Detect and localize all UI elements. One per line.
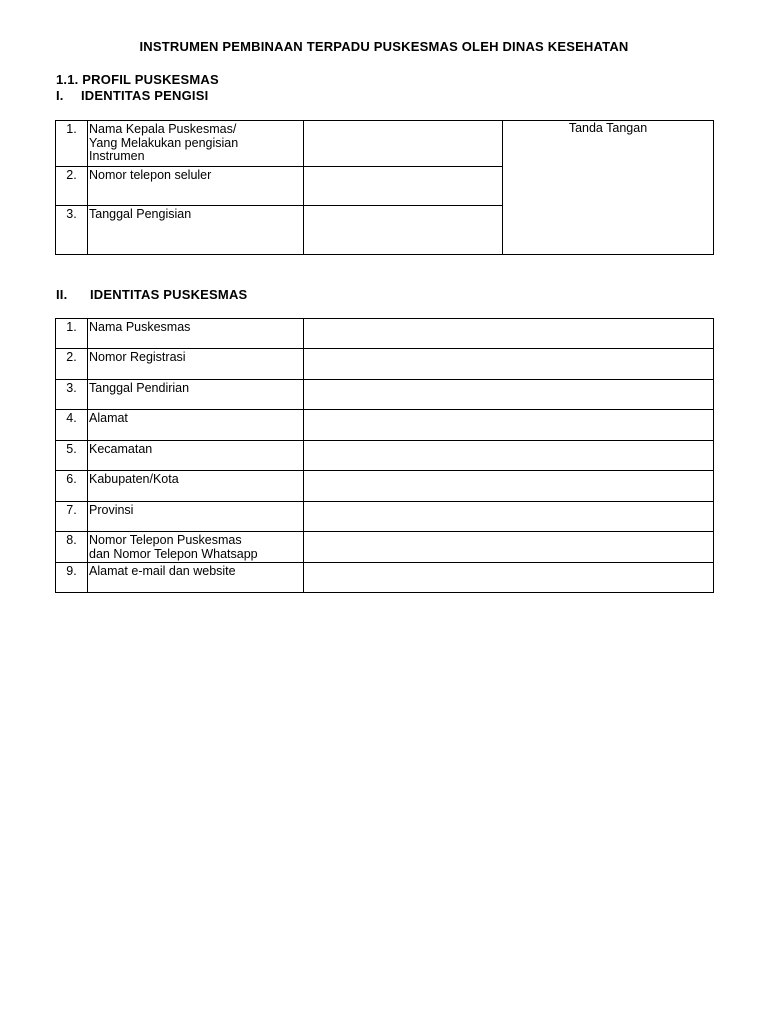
nama-kepala-value-field[interactable]	[304, 121, 503, 167]
tanggal-pendirian-value-field[interactable]	[304, 380, 714, 410]
tanggal-pengisian-value-field[interactable]	[304, 206, 503, 255]
row-label	[88, 532, 304, 563]
nomor-telepon-puskesmas-value-field[interactable]	[304, 532, 714, 563]
label-line: Tanggal Pengisian	[89, 207, 192, 221]
identitas-pengisi-table	[55, 120, 714, 255]
row-number: 7.	[56, 502, 88, 532]
table-row	[56, 441, 714, 471]
table-row	[56, 563, 714, 593]
section-title: IDENTITAS PENGISI	[81, 88, 209, 103]
row-label	[88, 167, 304, 206]
email-website-value-field[interactable]	[304, 563, 714, 593]
row-number: 2.	[56, 349, 88, 380]
row-label	[88, 563, 304, 593]
label-line: Nomor Telepon Puskesmas	[89, 533, 242, 547]
label-line: Provinsi	[89, 503, 134, 517]
section-number: II.	[56, 287, 68, 302]
kecamatan-value-field[interactable]	[304, 441, 714, 471]
row-number: 1.	[56, 319, 88, 349]
row-label	[88, 502, 304, 532]
row-label	[88, 206, 304, 255]
tanda-tangan-field[interactable]	[503, 121, 714, 255]
table-row	[56, 121, 714, 167]
table-row	[56, 532, 714, 563]
kabupaten-kota-value-field[interactable]	[304, 471, 714, 502]
label-line: dan Nomor Telepon Whatsapp	[89, 546, 258, 561]
identitas-puskesmas-table	[55, 318, 714, 593]
label-line: Nama Kepala Puskesmas/	[89, 122, 237, 136]
row-label	[88, 441, 304, 471]
label-line: Nomor Registrasi	[89, 350, 186, 364]
nomor-registrasi-value-field[interactable]	[304, 349, 714, 380]
table-row	[56, 410, 714, 441]
table-row	[56, 471, 714, 502]
document-title: INSTRUMEN PEMBINAAN TERPADU PUSKESMAS OLEH DINAS KESEHATAN	[139, 39, 629, 54]
section-number: I.	[56, 88, 64, 103]
row-number: 3.	[56, 380, 88, 410]
section-heading-identitas-pengisi	[56, 88, 208, 103]
row-number: 1.	[56, 121, 88, 167]
nomor-telepon-value-field[interactable]	[304, 167, 503, 206]
alamat-value-field[interactable]	[304, 410, 714, 441]
row-label	[88, 319, 304, 349]
table-row	[56, 349, 714, 380]
provinsi-value-field[interactable]	[304, 502, 714, 532]
label-line: Nomor telepon seluler	[89, 168, 212, 182]
row-label	[88, 380, 304, 410]
table-row	[56, 502, 714, 532]
row-number: 6.	[56, 471, 88, 502]
row-label	[88, 410, 304, 441]
tanda-tangan-label: Tanda Tangan	[568, 121, 648, 135]
table-row	[56, 319, 714, 349]
row-label	[88, 349, 304, 380]
label-line: Alamat e-mail dan website	[89, 564, 236, 578]
label-line: Kecamatan	[89, 442, 153, 456]
section-title: IDENTITAS PUSKESMAS	[90, 287, 248, 302]
row-number: 9.	[56, 563, 88, 593]
label-line: Alamat	[89, 411, 128, 425]
label-line: Kabupaten/Kota	[89, 472, 179, 486]
table-row	[56, 380, 714, 410]
row-label	[88, 121, 304, 167]
nama-puskesmas-value-field[interactable]	[304, 319, 714, 349]
section-heading-identitas-puskesmas	[56, 287, 247, 302]
row-number: 8.	[56, 532, 88, 563]
row-number: 2.	[56, 167, 88, 206]
label-line: Tanggal Pendirian	[89, 381, 190, 395]
label-line: Yang Melakukan pengisian	[89, 135, 239, 150]
label-line: Instrumen	[89, 149, 145, 163]
row-label	[88, 471, 304, 502]
row-number: 3.	[56, 206, 88, 255]
row-number: 4.	[56, 410, 88, 441]
section-heading-profil-puskesmas: 1.1. PROFIL PUSKESMAS	[56, 72, 219, 87]
label-line: Nama Puskesmas	[89, 320, 191, 334]
row-number: 5.	[56, 441, 88, 471]
